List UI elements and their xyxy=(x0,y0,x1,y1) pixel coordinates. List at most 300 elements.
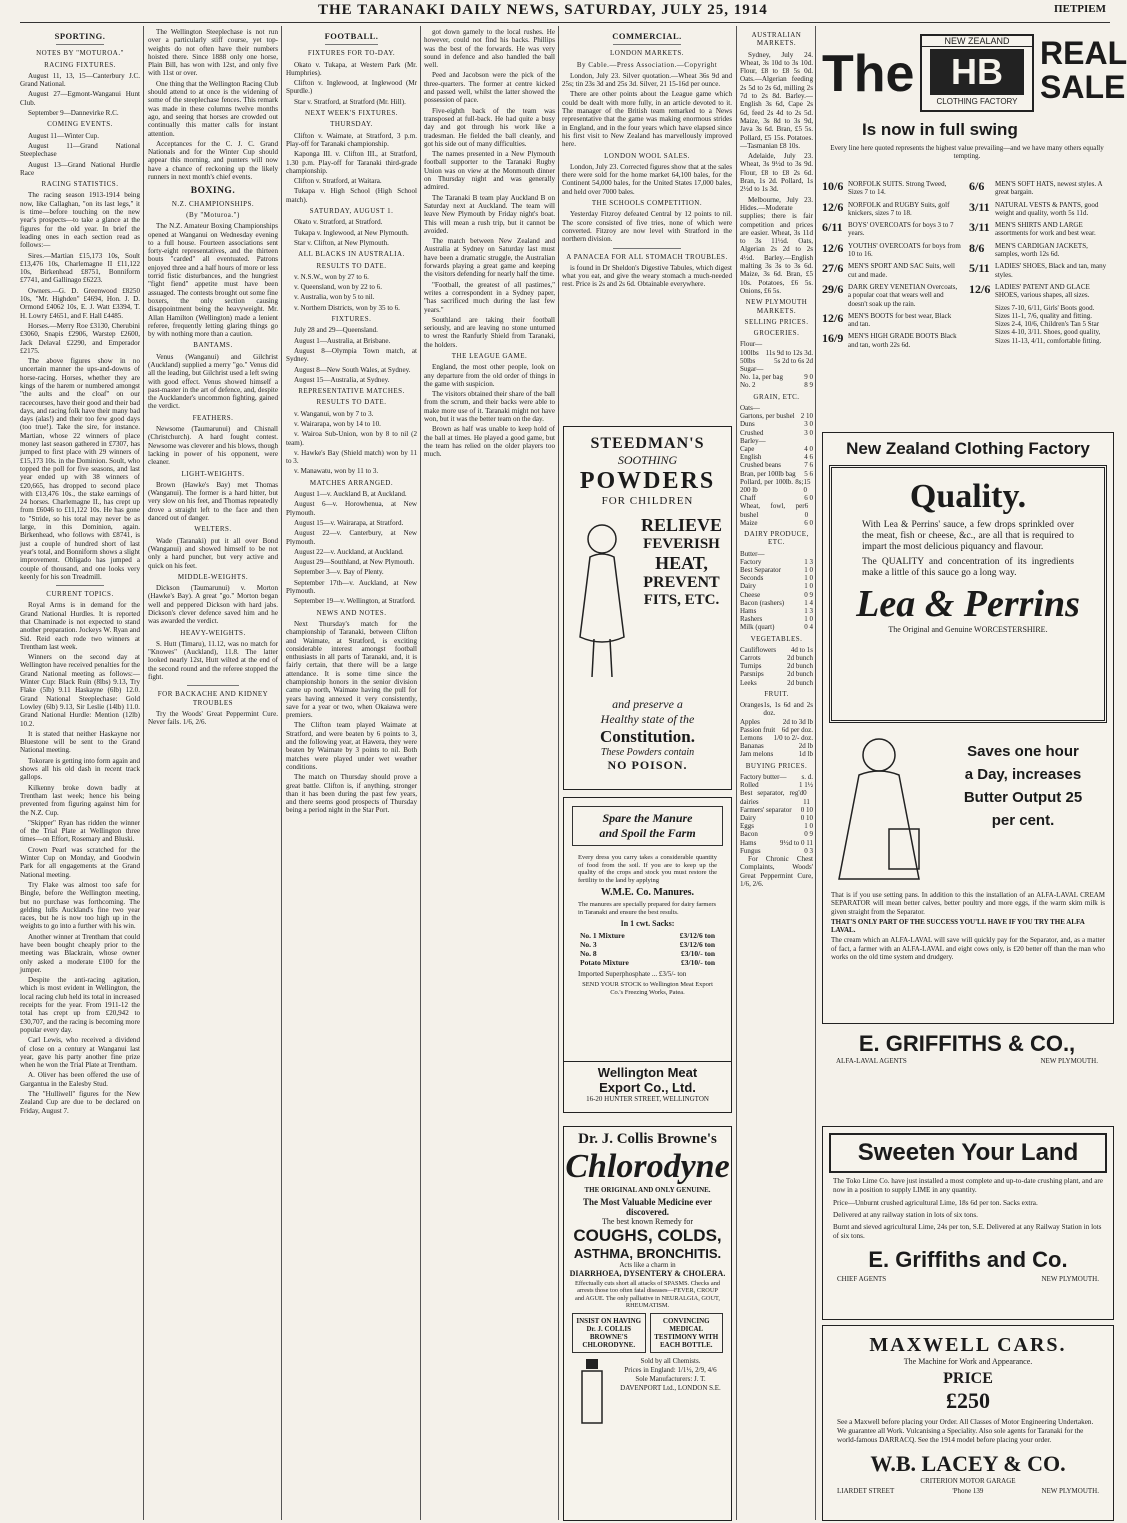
item-price: 1d lb xyxy=(798,750,813,759)
paragraph: The match on Thursday should prove a great battle. Clifton is, if anything, stronger than it has been during the past few years, and there seems good prospects of Thursday being a period night in the Star Port. xyxy=(286,773,417,815)
price-row xyxy=(740,381,813,389)
price-row xyxy=(740,679,813,687)
list-item: August 22—v. Canterbury, at New Plymouth. xyxy=(286,529,417,546)
ad-line: The xyxy=(822,45,915,103)
list-item xyxy=(822,262,965,279)
list-item xyxy=(822,283,965,308)
item-name: Hams xyxy=(740,838,757,847)
ad-line: Sold by all Chemists. xyxy=(640,1357,701,1366)
paragraph: The Taranaki B team play Auckland B on Saturday next at Auckland. The team will leave New Plymouth by Friday night's boat. This will mean a rush trip, but it cannot be avoided. xyxy=(424,193,555,235)
list-item: August 15—Australia, at Sydney. xyxy=(294,375,390,384)
paragraph: London, July 23. Corrected figures show that at the sales there were sold for the home market 64,100 bales, for the Continent 54,000 bales, for the United States 17,000 bales, and held over 7000 bales. xyxy=(562,162,732,196)
section-heading: BOXING. xyxy=(190,186,236,197)
item-price xyxy=(969,304,995,345)
list-item: August 8—Olympia Town match, at Sydney. xyxy=(286,346,417,364)
ad-line: In 1 cwt. Sacks: xyxy=(620,919,675,928)
item-name: Rashers xyxy=(740,615,763,624)
paragraph: England, the most other people, look on any departure from the old order of things in the game with suspicion. xyxy=(424,363,555,388)
subheading: FRUIT. xyxy=(764,689,789,698)
ad-line: Saves one hour xyxy=(967,743,1079,760)
ad-line: FOR CHILDREN xyxy=(601,495,694,507)
item-price: 6/6 xyxy=(969,179,985,193)
ad-body: Price—Unburnt crushed agricultural Lime, 18s 6d per ton. Sacks extra. xyxy=(833,1199,1038,1207)
item-price: 1 3 xyxy=(804,557,813,566)
item-description: NORFOLK SUITS. Strong Tweed, Sizes 7 to 14. xyxy=(848,180,947,197)
item-name: Fungus xyxy=(740,846,761,855)
item-price: 2d bunch xyxy=(787,678,813,687)
item-price: 1 0 xyxy=(804,615,813,624)
football-continued-column xyxy=(424,28,555,1518)
subheading: HEAVY-WEIGHTS. xyxy=(180,628,246,637)
price-row xyxy=(740,470,813,478)
subheading: GRAIN, ETC. xyxy=(753,392,800,401)
ad-line: The best known Remedy for xyxy=(601,1217,694,1226)
ad-line: Prices in England: 1/1½, 2/9, 4/6 xyxy=(624,1366,717,1375)
paragraph: The Clifton team played Waimate at Stratford, and were beaten by 6 points to 3, and the following year, at Hawera, they were beaten by Waimate by 3 points to nil. Both matches were played under wet weather conditions. xyxy=(286,721,417,771)
list-item: August 22—v. Auckland, at Auckland. xyxy=(294,547,404,556)
item-name: Lemons xyxy=(740,734,763,742)
paragraph: Brown (Hawke's Bay) met Thomas (Wanganui). The former is a hard hitter, but very slow on his feet, and Thomas repeatedly drove a straight left to the face and then danced out of danger. xyxy=(148,480,278,523)
list-item xyxy=(969,283,1112,300)
item-name: Best Separator xyxy=(740,565,782,574)
price-row xyxy=(740,662,813,670)
price-row xyxy=(740,726,813,734)
ad-body: Every dress you carry takes a considerable quantity of food from the soil. If you are to keep up the quality of the crops and stock you must restore the fertility to the land by applying xyxy=(578,854,717,884)
section-heading: FOOTBALL. xyxy=(324,31,379,41)
item-description: DARK GREY VENETIAN Overcoats, a popular coat that wears well and doesn't soak up the rain. xyxy=(848,282,958,308)
paragraph: London, July 23. Silver quotation.—Wheat 36s 9d and 25s; tin 23s 3d and 25s 3d. Silver, 21 15-16d per ounce. xyxy=(562,71,732,89)
price-row xyxy=(740,574,813,582)
item-description: MEN'S HIGH GRADE BOOTS Black and tan, worth 22s 6d. xyxy=(848,332,957,349)
subheading: LIGHT-WEIGHTS. xyxy=(181,469,245,478)
list-item: September 19—v. Wellington, at Stratford. xyxy=(294,597,416,606)
paragraph: A. Oliver has been offered the use of Gargantua in the Ealesby Stud. xyxy=(20,1071,140,1088)
price-row xyxy=(740,502,813,518)
paragraph: Southland are taking their football seriously, and are leaving no stone unturned to wrest the Ranfurly Shield from Taranaki, the holders. xyxy=(424,315,555,349)
ad-line: DIARRHOEA, DYSENTERY & CHOLERA. xyxy=(569,1269,726,1278)
price-row xyxy=(740,478,813,494)
list-item: v. Queensland, won by 22 to 6. xyxy=(294,283,383,292)
item-price: 10/6 xyxy=(822,179,844,193)
item-price: 11s 9d to 12s 3d. xyxy=(765,348,813,357)
list-item xyxy=(822,312,965,329)
item-price: 8 9 xyxy=(804,381,813,390)
ad-line: Is now in full swing xyxy=(862,120,1018,139)
ad-body: Effectually cuts short all attacks of SPASMS. Checks and arrests those too often fatal diseases—FEVER, CROUP and AGUE. The only palliative in NEURALGIA, GOUT, RHEUMATISM. xyxy=(575,1280,720,1309)
column-rule xyxy=(736,26,737,1520)
item-description: LADIES' SHOES, Black and tan, many styles. xyxy=(995,262,1107,279)
ad-line: HEAT, xyxy=(655,553,708,573)
wme-manure-ad xyxy=(563,797,732,1063)
newspaper-title: THE TARANAKI DAILY NEWS, SATURDAY, JULY 25, 1914 xyxy=(318,2,768,18)
price-row xyxy=(740,420,813,428)
item-price: 6 0 xyxy=(804,502,809,519)
ad-brand: W.B. LACEY & CO. xyxy=(870,1451,1066,1476)
paragraph: Royal Arms is in demand for the Grand National Hurdles. It is reported that Chaminade is not expected to stand another preparation. Jockeys W. Ryan and Sid. Reid each rode two winners at Trentham last week. xyxy=(20,601,140,651)
item-price: 5 6 xyxy=(804,469,813,478)
ad-line: 'Phone 139 xyxy=(952,1487,984,1495)
price-row xyxy=(740,349,813,357)
paragraph: Another winner at Trentham that could have been bought cheaply prior to the meeting was Blackrain, whose owner only asked a moderate £100 for the jumper. xyxy=(20,932,140,974)
paragraph: There are other points about the League game which could be dealt with more fully, in an article devoted to it. The manager of the British team remarked to a News representative that the game was making enormous strides in England, and in the four years which have elapsed since his first visit to New Zealand has marvellously improved here. xyxy=(562,90,732,149)
list-item: August 27—Egmont-Wanganui Hunt Club. xyxy=(20,90,140,107)
item-price: 3/11 xyxy=(969,199,990,214)
paragraph: "Skipper" Ryan has ridden the winner of the Trial Plate at Wellington three times—on Effort, Rosemary and Bluski. xyxy=(20,818,140,844)
price-row xyxy=(740,550,813,558)
paragraph: The "Hulliwell" figures for the New Zealand Cup are due to be declared on Friday, August 7. xyxy=(20,1090,140,1115)
item-price: 6 0 xyxy=(804,494,813,503)
item-name: Flour— xyxy=(740,340,763,349)
item-name: Dairy xyxy=(740,582,756,591)
subheading: AUSTRALIAN MARKETS. xyxy=(751,31,802,48)
list-item: Kaponga III. v. Clifton III., at Stratford, 1.30 p.m. Play-off for Taranaki third-grade championship. xyxy=(286,150,417,175)
item-price: 1 4 xyxy=(804,598,813,607)
list-item: July 28 and 29—Queensland. xyxy=(294,326,378,335)
ad-line: RELIEVE xyxy=(640,515,723,535)
ad-brand: W.M.E. Co. Manures. xyxy=(600,887,695,898)
price-row xyxy=(740,701,813,717)
column-rule xyxy=(558,26,559,1520)
item-name: Apples xyxy=(740,717,760,726)
price-row xyxy=(740,519,813,527)
item-name: Factory butter— xyxy=(740,772,787,781)
buying-list xyxy=(740,773,813,855)
price-row xyxy=(740,789,813,805)
ad-line: THE ORIGINAL AND ONLY GENUINE. xyxy=(584,1186,711,1194)
subheading: BUYING PRICES. xyxy=(745,761,808,770)
ad-line: NEW ZEALAND xyxy=(922,36,1032,47)
subheading: COMING EVENTS. xyxy=(47,120,113,129)
lea-perrins-ad xyxy=(822,432,1114,1024)
price-row xyxy=(740,781,813,789)
price-row xyxy=(740,566,813,574)
list-item: v. Wanganui, won by 7 to 3. xyxy=(294,409,374,418)
item-name: Rolled xyxy=(740,781,759,790)
price-row xyxy=(740,654,813,662)
price-row: Potato Mixture £3/10/- ton xyxy=(580,958,715,967)
ad-line: Constitution. xyxy=(600,727,695,746)
paragraph: Kilkenny broke down badly at Trentham last week; hence his being prevented from figuring against him for the N.Z. Cup. xyxy=(20,783,140,817)
item-price: 16/9 xyxy=(822,331,844,346)
list-item xyxy=(969,201,1112,218)
bottle-icon xyxy=(572,1357,612,1427)
subheading: RESULTS TO DATE. xyxy=(316,261,387,270)
item-price: 27/6 xyxy=(822,261,844,276)
column-rule xyxy=(815,26,816,1520)
item-price: 3 0 xyxy=(804,420,813,429)
list-item: v. Manawatu, won by 11 to 3. xyxy=(294,467,379,476)
item-price: 2 10 xyxy=(800,412,813,421)
item-name: Dairy xyxy=(740,813,756,822)
ad-body: Every line here quoted represents the highest value prevailing—and we have many others equally tempting. xyxy=(830,144,1104,160)
item-description: BOYS' OVERCOATS for boys 3 to 7 years. xyxy=(848,221,954,238)
item-price: 0 11 xyxy=(803,789,810,806)
byline: (By "Moturoa.") xyxy=(186,210,240,219)
griffiths-alfa-laval-ad xyxy=(822,1025,1112,1125)
subheading: FIXTURES FOR TO-DAY. xyxy=(307,49,396,58)
item-name: Gartons, per bushel xyxy=(740,412,795,421)
subheading: ALL BLACKS IN AUSTRALIA. xyxy=(298,250,405,259)
item-price: 3 0 xyxy=(804,428,813,437)
item-name: Bacon xyxy=(740,830,758,839)
item-name: Chaff xyxy=(740,494,756,503)
item-name: Turnips xyxy=(740,662,762,671)
column-rule xyxy=(281,26,282,1520)
item-price: 1 0 xyxy=(804,822,813,831)
paragraph: It is stated that neither Haskayne nor Bluestone will be sent to the Grand National meeting. xyxy=(20,729,140,755)
ad-line: Quality. xyxy=(909,478,1027,515)
ad-line: SOOTHING xyxy=(617,453,678,467)
item-name: No. 1a, per bag xyxy=(740,373,783,382)
groceries-list xyxy=(740,340,813,389)
ad-line: The Most Valuable Medicine ever discovered. xyxy=(583,1197,712,1217)
list-item: Star v. Clifton, at New Plymouth. xyxy=(294,238,389,247)
ad-line: COUGHS, COLDS, xyxy=(573,1226,722,1245)
item-price: 1 3 xyxy=(804,606,813,615)
byline: NOTES BY "MOTUROA." xyxy=(36,49,124,58)
item-price: 8/6 xyxy=(969,240,985,255)
paragraph: S. Hutt (Timaru), 11.12, was no match for "Knowes" (Auckland), 11.8. The latter looked nearly 12st, Hutt wilted at the end of the second round and the referee stopped the fight. xyxy=(148,639,278,682)
price-row xyxy=(740,373,813,381)
paragraph: got down gamely to the local rushes. He however, could not find his backs. Phillips was the best of the forwards. He was very sound in defence and also handled the ball well. xyxy=(424,28,555,70)
item-price: 0 9 xyxy=(804,830,813,839)
item-price: 2d lb xyxy=(798,742,813,751)
ad-body: Delivered at any railway station in lots of six tons. xyxy=(833,1211,978,1219)
list-item: September 17th—v. Auckland, at New Plymouth. xyxy=(286,578,417,596)
item-price: 0 10 xyxy=(800,805,813,814)
paragraph: Acceptances for the C. J. C. Grand Nationals and for the Winter Cup should appear this morning, and punters will now have a chance of reckoning up the likely runners in next month's chief events. xyxy=(148,139,278,182)
item-price: 12/6 xyxy=(822,240,844,255)
paragraph: Wade (Taranaki) put it all over Bond (Wanganui) and showed himself to be not only a hard puncher, but very active and quick on his feet. xyxy=(148,536,278,570)
item-name: Bananas xyxy=(740,742,764,751)
price-row xyxy=(740,607,813,615)
list-item: August 11—Winter Cup. xyxy=(28,131,99,140)
subheading: SELLING PRICES. xyxy=(744,317,809,326)
item-name: Parsnips xyxy=(740,670,764,679)
price-list-left xyxy=(822,180,965,353)
ad-line: The Machine for Work and Appearance. xyxy=(903,1357,1033,1366)
item-name: Oranges xyxy=(740,701,764,710)
price-row xyxy=(740,806,813,814)
paragraph: Despite the anti-racing agitation, which is most evident in Wellington, the local racing club held its total in increased receipts for the year. From 1911-12 the total has crept up from £20,942 to £30,707, and the racing is becoming more popular every day. xyxy=(20,976,140,1034)
item-name: Pollard, per 100lb. 8s; 200 lb xyxy=(740,477,804,494)
item-name: Best separator, reg'd dairies xyxy=(740,789,804,806)
sporting-column: SPORTING. NOTES BY "MOTUROA." RACING FIXTURES. August 11, 13, 15—Canterbury J.C. Grand National. August 27—Egmont-Wanganui Hunt Club. September 9—Dannevirke R.C. COMING EVENTS. August 11—Winter Cup. August 11—Grand National Steeplechase August 13—Grand National Hurdle Race RACING STATISTICS. The racing season 1913-1914 being now, like Callaghan, "on its last legs," it is time—before touching on the new year's prospects—to take a glance at the figures for the old year. In brief the leading ones in each section read as follows:— Sires.—Martian £15,173 10s, Soult £13,476 10s, Charlemagne II £11,122 10s, Birkenhead £8751, Bonniform £7741, and Gallinago £6223. Owners.—G. D. Greenwood £8250 10s, "Mr. Highden" £4694, Hon. J. D. Ormond £4062 10s, E. J. Watt £3394, T. H. Lowry £4651, and F. Hall £4485. Horses.—Merry Roe £3130, Cherubini £3060, Snapis £2906, Warstep £2600, Jack Delaval £2290, and Emperador £2175. The above figures show in no uncertain manner the ups-and-downs of horse-racing. Horses, whether they are kings of the harem or numbered amongst "the aults and the cloaf" on our racecourses, have their good and their bad days, and racing folk have their many bad days (alas!) and their too few good days (too true!). Take the sire, for instance. Martian, whose 22 winners of place money last season gathered in £7307, has jumped to first place with 29 winners of £15,173 10s. in the Dominion. Soult, who topped the poll for five seasons, and last year ended up with 38 winners of £20,665, has dropped to second place with £13,476 10s., the stake earnings of 24 horses. Charlemagne II., has crept up from £6046 to £11,122 10s. He has gone to "Stride, so his total may never be as large, in this Dominion, again. Birkenhead, who follows with £8741, is just a couple of hundred short of last year's total, and Bonniform shows a slight improvement. Obligado has jumped a couple of thousand, and one looks very keenly for his son Treadmill. CURRENT TOPICS. Royal Arms is in demand for the Grand National Hurdles. It is reported that Chaminade is not expected to stand another preparation. Jockeys W. Ryan and Sid. Reid each rode two winners at Trentham last week. Winners on the second day at Wellington have received penalties for the Grand National meeting as follows:—Winter Cup: Black Ruin (8lbs) 9.13, Try Flake (5lb) 9.11 Haskayne (6lb) 12.0. Grand National Steeplechase: Gold Lowley (6lb) 9.13, Sir Leslie (14lb) 11.0. Grand National Hurdle: Mention (12lb) 10.2. It is stated that neither Haskayne nor Bluestone will be sent to the Grand National meeting. Tokorare is getting into form again and shows all his old dash in recent track gallops. Kilkenny broke down badly at Trentham last week; hence his being prevented from figuring against him for the N.Z. Cup. "Skipper" Ryan has ridden the winner of the Trial Plate at Wellington three times—on Effort, Rosemary and Bluski. Crown Pearl was scratched for the Winter Cup on Monday, and Goodwin Park for all engagements at the Grand National meeting. Try Flake was almost too safe for Bingle, before the Wellington meeting, but no purchase was forthcoming. The gelding lulls Auckland's fine two year races, but he is now too high up in the weights to go into a further with his win. Another winner at Trentham that could have been bought cheaply prior to the meeting was Blackrain, whose owner only asked a moderate £100 for the jumper. Despite the anti-racing agitation, which is most evident in Wellington, the local racing club held its total in increased receipts for the year. From 1911-12 the total has crept up from £20,942 to £30,707, and the racing is becoming more popular every day. Carl Lewis, who received a dividend of close on a century at Wanganui last year, gave his party another fine prize when he won the Trial Plate at Trentham. A. Oliver has been offered the use of Gargantua in the Ealesby Stud. The "Hulliwell" figures for the New Zealand Cup are due to be declared on Friday, August 7. xyxy=(20,31,140,1115)
paragraph: The above figures show in no uncertain manner the ups-and-downs of horse-racing. Horses, whether they are kings of the harem or numbered amongst "the aults and the cloaf" on our racecourses, have their good and their bad days, and racing folk have their many bad days (alas!) and their too few good days (too true!). Take the sire, for instance. Martian, whose 22 winners of place money last season gathered in £7307, has jumped to first place with 29 winners of £15,173 10s. in the Dominion. Soult, who topped the poll for five seasons, and last year ended up with 38 winners of £20,665, has dropped to second place with £13,476 10s., the stake earnings of 24 horses. Charlemagne II., has crept up from £6046 to £11,122 10s. He has gone to "Stride, so his total may never be as large, in this Dominion, again. Birkenhead, who follows with £8741, is just a couple of hundred short of last year's total, and Bonniform shows a slight improvement. Obligado has jumped a couple of thousand, and one looks very keenly for his son Treadmill. xyxy=(20,357,140,581)
paragraph: Crown Pearl was scratched for the Winter Cup on Monday, and Goodwin Park for all engagements at the Grand National meeting. xyxy=(20,845,140,879)
subheading: LONDON WOOL SALES. xyxy=(604,151,690,160)
ad-body: THAT'S ONLY PART OF THE SUCCESS YOU'LL HAVE IF YOU TRY THE ALFA LAVAL. xyxy=(831,917,1085,935)
ad-line: and Spoil the Farm xyxy=(599,826,696,840)
paragraph: One thing that the Wellington Racing Club should attend to at once is the widening of some of the steeplechase fences. This remark was made in these columns twelve months ago, and seeing that horses are crowded out continually this matter calls for instant attention. xyxy=(148,79,278,138)
item-price: 6 0 xyxy=(804,518,813,527)
subheading: RESULTS TO DATE. xyxy=(316,398,387,407)
dairymaid-figure-icon xyxy=(829,729,939,889)
subheading: LONDON MARKETS. xyxy=(610,49,684,58)
item-price: 1 0 xyxy=(804,565,813,574)
item-description: NATURAL VESTS & PANTS, good weight and quality, worth 5s 11d. xyxy=(995,200,1099,217)
ad-line: POWDERS xyxy=(579,468,716,494)
ad-body: Burnt and sieved agricultural Lime, 24s per ton, S.E. Delivered at any Railway Station in lots of six tons. xyxy=(833,1223,1102,1240)
subheading: REPRESENTATIVE MATCHES. xyxy=(298,387,405,396)
price-row xyxy=(740,718,813,726)
ad-line: NEW PLYMOUTH. xyxy=(1040,1057,1098,1065)
list-item xyxy=(969,180,1112,197)
price-row xyxy=(740,839,813,847)
item-name: Butter— xyxy=(740,549,765,558)
ad-line: PREVENT xyxy=(643,574,720,591)
price-row xyxy=(740,558,813,566)
paragraph: Newsome (Taumarunui) and Chisnall (Christchurch). A hard fought contest. Newsome was cleverer and his blows, though lacking in power of his opponent, were cleaner. xyxy=(148,425,278,467)
paragraph: Sydney, July 24. Wheat, 3s 10d to 3s 10d. Flour, £8 to £8 5s 0d. Oats.—Algerian feeding 2s 5d to 2s 6d, milling 2s 7d to 2s 8d. Barley.—English 3s 6d, Cape 2s 6d, feed 2s 4d to 2s 5d. Maize, 3s 8d to 3s 9d, Java 3s 6d. Bran, £5 5s. Pollard, £5 15s. Potatoes.—Tasmanian £8 10s. xyxy=(740,50,813,150)
paragraph: Try the Woods' Great Peppermint Cure. Never fails. 1/6, 2/6. xyxy=(148,709,278,727)
list-item: September 3—v. Bay of Plenty. xyxy=(294,568,384,577)
item-name: Oats— xyxy=(740,403,760,412)
subheading: RACING STATISTICS. xyxy=(41,180,119,189)
ad-line: REAL xyxy=(1040,35,1127,71)
item-price: 12/6 xyxy=(822,310,844,325)
list-item: v. Hawke's Bay (Shield match) won by 11 to 3. xyxy=(286,448,417,466)
list-item: August 6—v. Horowhenua, at New Plymouth. xyxy=(286,500,417,517)
paragraph: Brown as half was unable to keep hold of the ball at times. He played a good game, but the team has relied on the older players too much. xyxy=(424,425,555,459)
list-item xyxy=(969,221,1112,238)
paragraph: Owners.—G. D. Greenwood £8250 10s, "Mr. Highden" £4694, Hon. J. D. Ormond £4062 10s, E. J. Watt £3394, T. H. Lowry £4651, and F. Hall £4485. xyxy=(20,286,140,320)
price-row xyxy=(740,591,813,599)
price-row xyxy=(740,646,813,654)
item-price: 6/11 xyxy=(822,220,843,235)
price-row: No. 3 £3/12/6 ton xyxy=(580,940,715,949)
ad-line: CLOTHING FACTORY xyxy=(936,97,1018,106)
section-heading: SPORTING. xyxy=(54,31,106,41)
item-description: Sizes 7-10, 6/11, Girls' Boots good. Sizes 11-1, 7/6, quality and fitting. Sizes 2-4, 10/6, Children's Tan 5 Star Sizes 4-10, 3/11. Shoes, good quality, Sizes 11-13, 4/11, comfortable fitting. xyxy=(995,303,1102,345)
paragraph: Sires.—Martian £15,173 10s, Soult £13,476 10s, Charlemagne II £11,122 10s, Birkenhead £8751, Bonniform £7741, and Gallinago £6223. xyxy=(20,251,140,285)
item-description: MEN'S SPORT AND SAC Suits, well cut and made. xyxy=(848,262,955,279)
subheading: SATURDAY, AUGUST 1. xyxy=(309,207,394,216)
ad-line: ALFA-LAVAL AGENTS xyxy=(836,1057,907,1065)
list-item: Star v. Stratford, at Stratford (Mr. Hill). xyxy=(294,97,406,106)
price-row xyxy=(740,340,813,348)
paragraph: The Wellington Steeplechase is not run over a particularly stiff course, yet top-weights do not often have their numbers hoisted there. Since 1888 only one horse, Plain Bill, has won with 12st, and only five with 11st or over. xyxy=(148,28,278,78)
price-row xyxy=(740,773,813,781)
item-name: Duns xyxy=(740,420,755,429)
paragraph: Melbourne, July 23. Hides.—Moderate supplies; there is fair competition and prices are easier. Wheat, 3s 11d to 3s 11½d. Oats, Algerian 2s 2d to 2s 4½d. Barley.—English malting 3s 3s to 3s 6d. Maize, 3s 6d. Bran, £5 10s. Potatoes, £6 5s. Onions, £6 5s. xyxy=(740,195,813,295)
ad-line: FITS, ETC. xyxy=(643,592,720,608)
list-item: Okato v. Stratford, at Stratford. xyxy=(294,218,383,227)
ad-line: Dr. J. Collis Browne's xyxy=(578,1131,717,1147)
paragraph: Five-eighth back of the team was transposed at full-back. He had quite a busy day and got through his work like a tradesman. He fielded the ball cleanly, and got his side out of many difficulties. xyxy=(424,106,555,148)
item-price: 3/11 xyxy=(969,220,990,235)
item-price: 1 0 xyxy=(804,574,813,583)
list-item: v. Wairoa Sub-Union, won by 8 to nil (2 team). xyxy=(286,430,417,447)
subheading: THE LEAGUE GAME. xyxy=(451,351,528,360)
item-price: 4d to 1s xyxy=(790,645,813,654)
toko-lime-ad xyxy=(822,1126,1114,1320)
child-figure-icon xyxy=(572,517,632,687)
item-price: 5s 2d to 6s 2d xyxy=(774,356,813,365)
list-item: Tukapa v. High School (High School match). xyxy=(286,187,417,204)
item-name: Hams xyxy=(740,606,757,615)
ad-line: a Day, increases xyxy=(964,766,1082,783)
boxing-column xyxy=(148,28,278,1518)
item-name: Bacon (rashers) xyxy=(740,598,785,607)
item-price: 4 0 xyxy=(804,444,813,453)
item-description: MEN'S CARDIGAN JACKETS, samples, worth 12s 6d. xyxy=(995,241,1088,259)
list-item: August 8—New South Wales, at Sydney. xyxy=(294,365,411,374)
price-row xyxy=(740,582,813,590)
item-price: 2d bunch xyxy=(787,654,813,663)
ad-line: PRICE xyxy=(943,1370,993,1387)
subheading: DAIRY PRODUCE, ETC. xyxy=(744,529,809,547)
ad-line: ASTHMA, BRONCHITIS. xyxy=(573,1246,722,1261)
item-name: Carrots xyxy=(740,654,761,663)
ad-line: £250 xyxy=(946,1388,990,1413)
commercial-column xyxy=(562,28,732,424)
ad-body: See a Maxwell before placing your Order. All Classes of Motor Engineering Undertaken. We guarantee all Work. Vulcanising a Speciality. Also sole agents for Taranaki for the world-famous DARRACQ. See the 1914 model before placing your order. xyxy=(837,1418,1094,1444)
item-price: 6d per doz. xyxy=(781,725,813,734)
ad-body: That is if you use setting pans. In addition to this the installation of an ALFA-LAVAL CREAM SEPARATOR will mean better calves, better poultry and more eggs, if the warm skim milk is given straight from the Separator. xyxy=(831,891,1105,916)
price-row xyxy=(740,357,813,365)
ad-line: and preserve a xyxy=(612,697,683,711)
ad-body: SEND YOUR STOCK to Wellington Meat Export Co.'s Freezing Works, Patea. xyxy=(582,981,713,996)
item-price: 2d bunch xyxy=(787,670,813,679)
ad-line: Butter Output 25 xyxy=(963,789,1083,806)
ad-brand: E. Griffiths and Co. xyxy=(868,1247,1068,1272)
subheading: MATCHES ARRANGED. xyxy=(309,478,394,487)
list-item: August 1—Australia, at Brisbane. xyxy=(294,336,391,345)
column-rule xyxy=(143,26,144,1520)
item-name: Seconds xyxy=(740,574,764,583)
section-heading: COMMERCIAL. xyxy=(612,31,682,41)
ad-body: The Toko Lime Co. have just installed a most complete and up-to-date crushing plant, and are now in a position to supply LIME in any quantity. xyxy=(833,1177,1103,1194)
item-price: 0 3 xyxy=(804,846,813,855)
ad-line: NO POISON. xyxy=(607,758,688,772)
grain-list xyxy=(740,404,813,527)
list-item: August 29—Southland, at New Plymouth. xyxy=(294,558,415,567)
price-row xyxy=(740,742,813,750)
ad-line: CHIEF AGENTS xyxy=(837,1275,887,1283)
paragraph: Carl Lewis, who received a dividend of close on a century at Wanganui last year, gave his party another fine prize when he won the Trial Plate at Trentham. xyxy=(20,1036,140,1070)
subheading: THE SCHOOLS COMPETITION. xyxy=(591,199,703,208)
paragraph: The names presented in a New Plymouth football supporter to the Taranaki Rugby Union was on view at the Monmouth dinner on Thursday night and was generally admired. xyxy=(424,150,555,192)
ad-line: CRITERION MOTOR GARAGE xyxy=(920,1477,1016,1485)
clothing-price-list xyxy=(822,180,1112,353)
item-name: Farmers' separator xyxy=(740,805,792,814)
ad-body: The manures are specially prepared for dairy farmers in Taranaki and ensure the best results. xyxy=(578,901,717,916)
item-price: 5/11 xyxy=(969,261,990,276)
paragraph: Winners on the second day at Wellington have received penalties for the Grand National meeting as follows:—Winter Cup: Black Ruin (8lbs) 9.13, Try Flake (5lb) 9.11 Haskayne (6lb) 12.0. Grand National Steeplechase: Gold Lowley (6lb) 9.13, Sir Leslie (14lb) 11.0. Grand National Hurdle: Mention (12lb) 10.2. xyxy=(20,653,140,728)
ad-body: With Lea & Perrins' sauce, a few drops sprinkled over the meat, fish or cheese, &c., are all that is required to impart the most delicious piquancy and flavour. xyxy=(862,520,1074,552)
subheading: NEWS AND NOTES. xyxy=(316,608,387,617)
maxwell-cars-ad xyxy=(822,1325,1114,1521)
item-name: Bran, per 100lb bag xyxy=(740,469,796,478)
subheading: MIDDLE-WEIGHTS. xyxy=(177,572,249,581)
item-price: s. d. xyxy=(801,772,813,781)
paragraph: For Chronic Chest Complaints, Woods' Great Peppermint Cure, 1/6, 2/6. xyxy=(740,854,813,888)
item-price: 0 9 xyxy=(804,590,813,599)
item-name: 100lbs xyxy=(740,348,759,357)
list-item xyxy=(822,221,965,238)
price-list-right xyxy=(969,180,1112,353)
list-item: Clifton v. Stratford, at Waitara. xyxy=(294,177,382,186)
subheading: BANTAMS. xyxy=(193,341,233,350)
price-row: No. 8 £3/10/- ton xyxy=(580,949,715,958)
ad-line: MAXWELL CARS. xyxy=(869,1334,1067,1356)
ad-line: New Zealand Clothing Factory xyxy=(846,439,1090,458)
vegetables-list xyxy=(740,646,813,687)
item-description: LADIES' PATENT AND GLACE SHOES, various shapes, all sizes. xyxy=(995,282,1090,300)
paragraph: Try Flake was almost too safe for Bingle, before the Wellington meeting, but no purchase was forthcoming. The gelding lulls Auckland's fine two year races, but he is now too high up in the weights to go into a further with his win. xyxy=(20,880,140,931)
item-price: 1 0 xyxy=(804,582,813,591)
